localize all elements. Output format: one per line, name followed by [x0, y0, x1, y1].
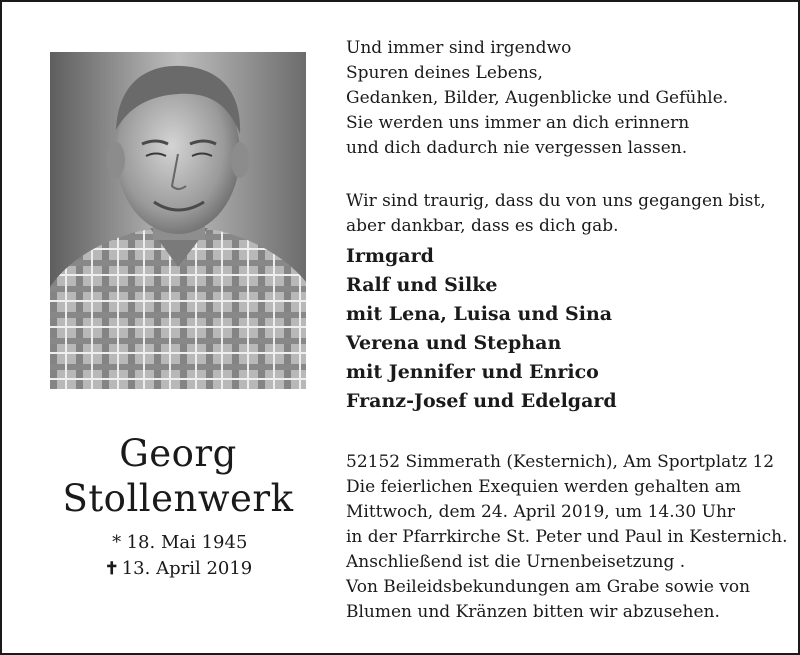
details-line: Die feierlichen Exequien werden gehalten am [346, 477, 742, 497]
death-date: 13. April 2019 [121, 558, 253, 579]
family-member: Ralf und Silke [346, 274, 498, 296]
details-line: Mittwoch, dem 24. April 2019, um 14.30 Uhr [346, 502, 736, 522]
address-line: 52152 Simmerath (Kesternich), Am Sportplatz 12 [346, 452, 775, 472]
details-line: Anschließend ist die Urnenbeisetzung . [346, 552, 686, 572]
portrait-photo [50, 52, 306, 389]
birth-date: 18. Mai 1945 [126, 532, 248, 553]
poem-line: Sie werden uns immer an dich erinnern [346, 113, 690, 133]
family-member: Irmgard [346, 245, 434, 267]
sentiment [346, 189, 776, 239]
death-line [50, 556, 306, 582]
deceased-last-name: Stollenwerk [62, 477, 294, 520]
family-member: Verena und Stephan [346, 332, 562, 354]
funeral-details [346, 450, 788, 625]
poem-line: und dich dadurch nie vergessen lassen. [346, 138, 688, 158]
birth-line [50, 530, 306, 556]
details-line: Blumen und Kränzen bitten wir abzusehen. [346, 602, 720, 622]
portrait-image [50, 52, 306, 389]
family-list [346, 242, 776, 416]
sentiment-line: Wir sind traurig, dass du von uns gegangen bist, [346, 191, 766, 211]
family-member: mit Jennifer und Enrico [346, 361, 599, 383]
family-member: mit Lena, Luisa und Sina [346, 303, 613, 325]
family-member: Franz-Josef und Edelgard [346, 390, 617, 412]
details-line: in der Pfarrkirche St. Peter und Paul in Kesternich. [346, 527, 788, 547]
sentiment-line: aber dankbar, dass es dich gab. [346, 216, 619, 236]
life-dates [50, 530, 306, 582]
poem-line: Spuren deines Lebens, [346, 63, 543, 83]
poem-line: Und immer sind irgendwo [346, 38, 572, 58]
poem [346, 36, 776, 161]
cross-icon: ✝ [104, 559, 119, 579]
deceased-first-name: Georg [119, 432, 237, 475]
poem-line: Gedanken, Bilder, Augenblicke und Gefühle. [346, 88, 729, 108]
birth-star-icon: * [112, 532, 122, 553]
details-line: Von Beileidsbekundungen am Grabe sowie von [346, 577, 751, 597]
deceased-block [50, 432, 306, 582]
